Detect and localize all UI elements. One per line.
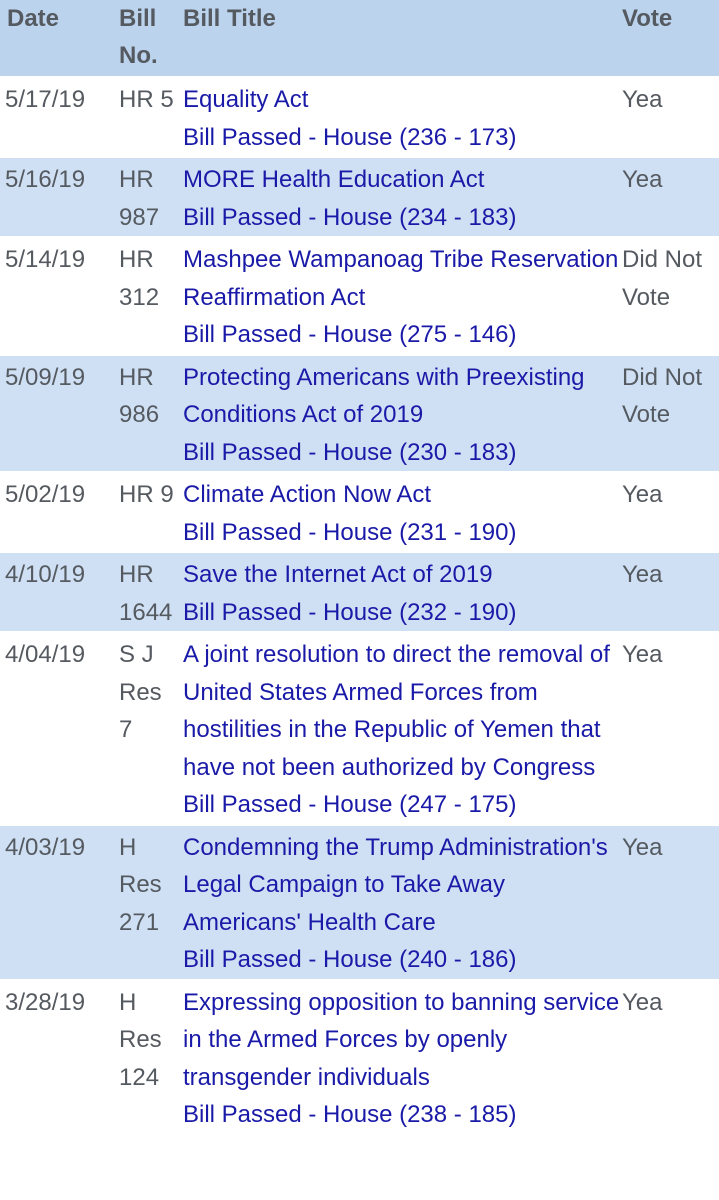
row-bill-no: S J Res 7 bbox=[119, 641, 162, 743]
row-bill-title bbox=[183, 473, 620, 551]
bill-title-link[interactable]: Expressing opposition to banning service in the Armed Forces by openly transgender individuals bbox=[183, 988, 620, 1091]
bill-title-link[interactable]: A joint resolution to direct the removal of United States Armed Forces from hostilities in the Republic of Yemen that have not been authorized by Congress bbox=[183, 641, 610, 781]
row-bill-title bbox=[183, 981, 620, 1134]
row-date: 5/16/19 bbox=[5, 166, 86, 193]
row-vote: Yea bbox=[622, 988, 663, 1016]
row-bill-title bbox=[183, 78, 620, 156]
row-bill-no: HR 5 bbox=[119, 86, 174, 113]
bill-status-link[interactable]: Bill Passed - House (232 - 190) bbox=[183, 598, 517, 626]
table-row bbox=[0, 356, 719, 474]
bill-title-link[interactable]: Condemning the Trump Administration's Legal Campaign to Take Away Americans' Health Care bbox=[183, 833, 608, 936]
bill-status-link[interactable]: Bill Passed - House (234 - 183) bbox=[183, 203, 517, 231]
row-date: 5/02/19 bbox=[5, 481, 86, 508]
row-bill-no: HR 9 bbox=[119, 481, 174, 508]
header-date[interactable]: Date bbox=[7, 5, 60, 32]
bill-status-link[interactable]: Bill Passed - House (238 - 185) bbox=[183, 1101, 517, 1128]
bill-title-link[interactable]: Climate Action Now Act bbox=[183, 481, 432, 508]
row-bill-title bbox=[183, 158, 620, 236]
table-row bbox=[0, 553, 719, 633]
table-row bbox=[0, 981, 719, 1136]
row-date: 4/10/19 bbox=[5, 561, 86, 588]
table-row bbox=[0, 633, 719, 826]
bill-status-link[interactable]: Bill Passed - House (230 - 183) bbox=[183, 438, 517, 466]
row-bill-title bbox=[183, 553, 620, 631]
row-vote: Did Not Vote bbox=[622, 246, 703, 311]
table-row bbox=[0, 238, 719, 356]
table-row bbox=[0, 158, 719, 238]
header-vote[interactable]: Vote bbox=[622, 5, 673, 32]
row-vote: Did Not Vote bbox=[622, 363, 703, 428]
header-bill-title[interactable]: Bill Title bbox=[183, 5, 276, 32]
table-row bbox=[0, 826, 719, 981]
row-bill-title bbox=[183, 238, 620, 354]
row-bill-no: H Res 124 bbox=[119, 988, 162, 1091]
row-bill-no: HR 987 bbox=[119, 166, 160, 231]
row-vote: Yea bbox=[622, 833, 663, 861]
bill-status-link[interactable]: Bill Passed - House (247 - 175) bbox=[183, 791, 517, 818]
bill-status-link[interactable]: Bill Passed - House (231 - 190) bbox=[183, 518, 517, 546]
row-bill-no: HR 1644 bbox=[119, 561, 173, 626]
bill-title-link[interactable]: Save the Internet Act of 2019 bbox=[183, 561, 493, 588]
bill-title-link[interactable]: MORE Health Education Act bbox=[183, 166, 485, 193]
row-date: 4/03/19 bbox=[5, 833, 86, 861]
row-vote: Yea bbox=[622, 166, 663, 193]
row-vote: Yea bbox=[622, 561, 663, 588]
bill-status-link[interactable]: Bill Passed - House (236 - 173) bbox=[183, 123, 517, 151]
row-date: 3/28/19 bbox=[5, 988, 86, 1016]
bill-status-link[interactable]: Bill Passed - House (275 - 146) bbox=[183, 321, 517, 348]
row-bill-no: HR 312 bbox=[119, 246, 160, 311]
bill-title-link[interactable]: Mashpee Wampanoag Tribe Reservation Reaffirmation Act bbox=[183, 246, 619, 311]
bill-title-link[interactable]: Equality Act bbox=[183, 86, 309, 113]
row-vote: Yea bbox=[622, 641, 663, 668]
bill-title-link[interactable]: Protecting Americans with Preexisting Conditions Act of 2019 bbox=[183, 363, 585, 428]
row-bill-title bbox=[183, 633, 620, 824]
row-bill-title bbox=[183, 356, 620, 472]
table-row bbox=[0, 473, 719, 553]
row-vote: Yea bbox=[622, 481, 663, 508]
row-date: 5/09/19 bbox=[5, 363, 86, 391]
table-header bbox=[0, 0, 719, 78]
row-vote: Yea bbox=[622, 86, 663, 113]
table-row bbox=[0, 78, 719, 158]
row-date: 5/14/19 bbox=[5, 246, 86, 273]
row-bill-no: H Res 271 bbox=[119, 833, 162, 936]
header-bill-no[interactable]: Bill No. bbox=[119, 5, 158, 69]
bill-status-link[interactable]: Bill Passed - House (240 - 186) bbox=[183, 946, 517, 973]
row-date: 4/04/19 bbox=[5, 641, 86, 668]
row-bill-title bbox=[183, 826, 620, 979]
row-bill-no: HR 986 bbox=[119, 363, 160, 428]
row-date: 5/17/19 bbox=[5, 86, 86, 113]
